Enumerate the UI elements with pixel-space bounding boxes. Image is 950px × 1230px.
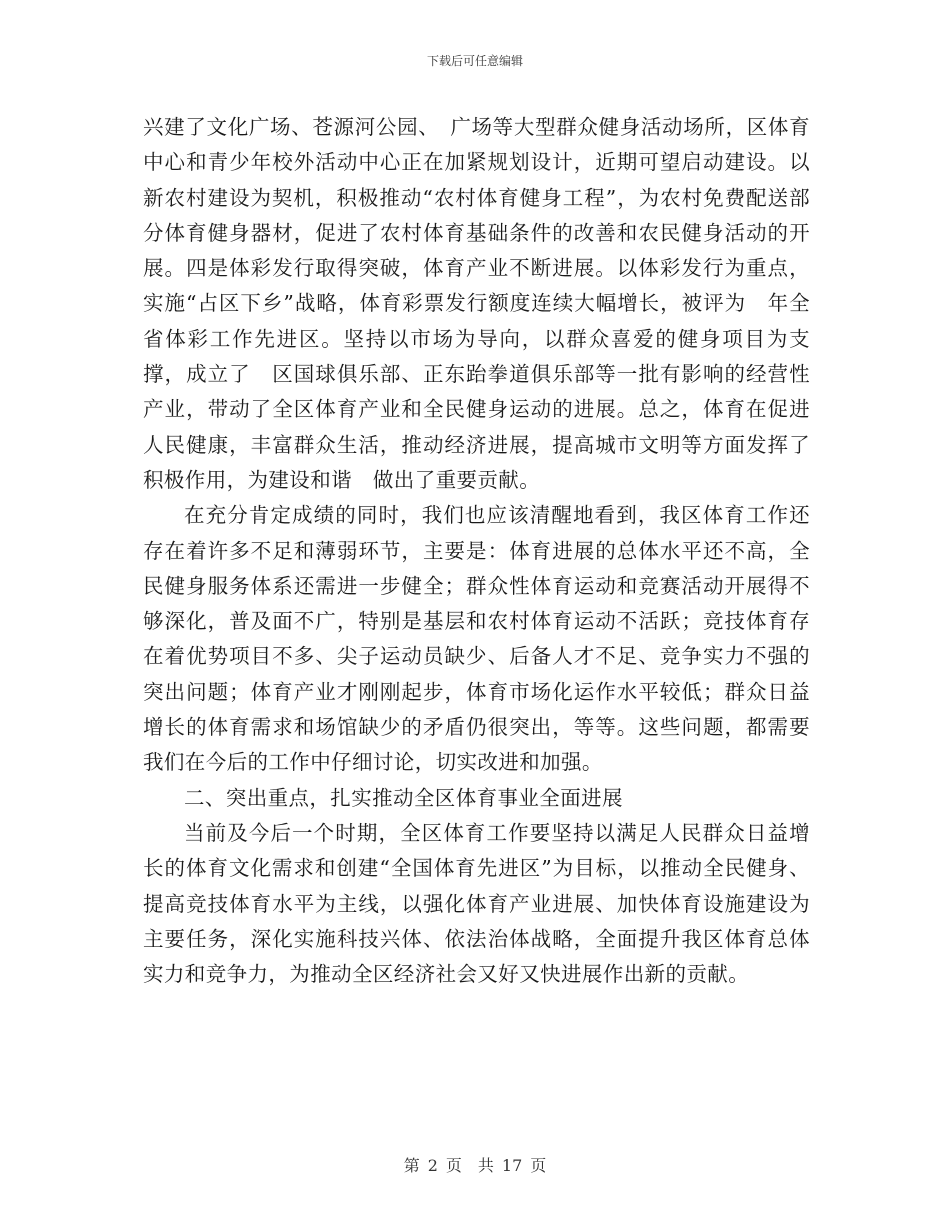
document-body	[143, 110, 810, 992]
page-header: 下载后可任意编辑	[426, 54, 523, 68]
paragraph-3: 当前及今后一个时期，全区体育工作要坚持以满足人民群众日益增长的体育文化需求和创建“全国体育先进区”为目标，以推动全民健身、提高竞技体育水平为主线，以强化体育产业进展、加快体育设施建设为主要任务，深化实施科技兴体、依法治体战略，全面提升我区体育总体实力和竞争力，为推动全区经济社会又好又快进展作出新的贡献。	[143, 820, 810, 987]
paragraph-1: 兴建了文化广场、苍源河公园、 广场等大型群众健身活动场所，区体育中心和青少年校外活动中心正在加紧规划设计，近期可望启动建设。以新农村建设为契机，积极推动“农村体育健身工程”，为农村免费配送部分体育健身器材，促进了农村体育基础条件的改善和农民健身活动的开展。四是体彩发行取得突破，体育产业不断进展。以体彩发行为重点，实施“占区下乡”战略，体育彩票发行额度连续大幅增长，被评为 年全省体彩工作先进区。坚持以市场为导向，以群众喜爱的健身项目为支撑，成立了 区国球俱乐部、正东跆拳道俱乐部等一批有影响的经营性产业，带动了全区体育产业和全民健身运动的进展。总之，体育在促进人民健康，丰富群众生活，推动经济进展，提高城市文明等方面发挥了积极作用，为建设和谐 做出了重要贡献。	[143, 115, 810, 492]
footer-current-page: 2	[427, 1156, 438, 1175]
footer-middle: 页 共	[445, 1156, 494, 1175]
page-footer	[0, 1153, 950, 1176]
paragraph-2: 在充分肯定成绩的同时，我们也应该清醒地看到，我区体育工作还存在着许多不足和薄弱环节，主要是：体育进展的总体水平还不高，全民健身服务体系还需进一步健全；群众性体育运动和竞赛活动开展得不够深化，普及面不广，特别是基层和农村体育运动不活跃；竞技体育存在着优势项目不多、尖子运动员缺少、后备人才不足、竞争实力不强的突出问题；体育产业才刚刚起步，体育市场化运作水平较低；群众日益增长的体育需求和场馆缺少的矛盾仍很突出，等等。这些问题，都需要我们在今后的工作中仔细讨论，切实改进和加强。	[143, 503, 810, 775]
footer-suffix: 页	[530, 1156, 547, 1175]
footer-total-pages: 17	[501, 1156, 523, 1175]
section-heading: 二、突出重点，扎实推动全区体育事业全面进展	[184, 785, 623, 810]
footer-prefix: 第	[403, 1156, 420, 1175]
